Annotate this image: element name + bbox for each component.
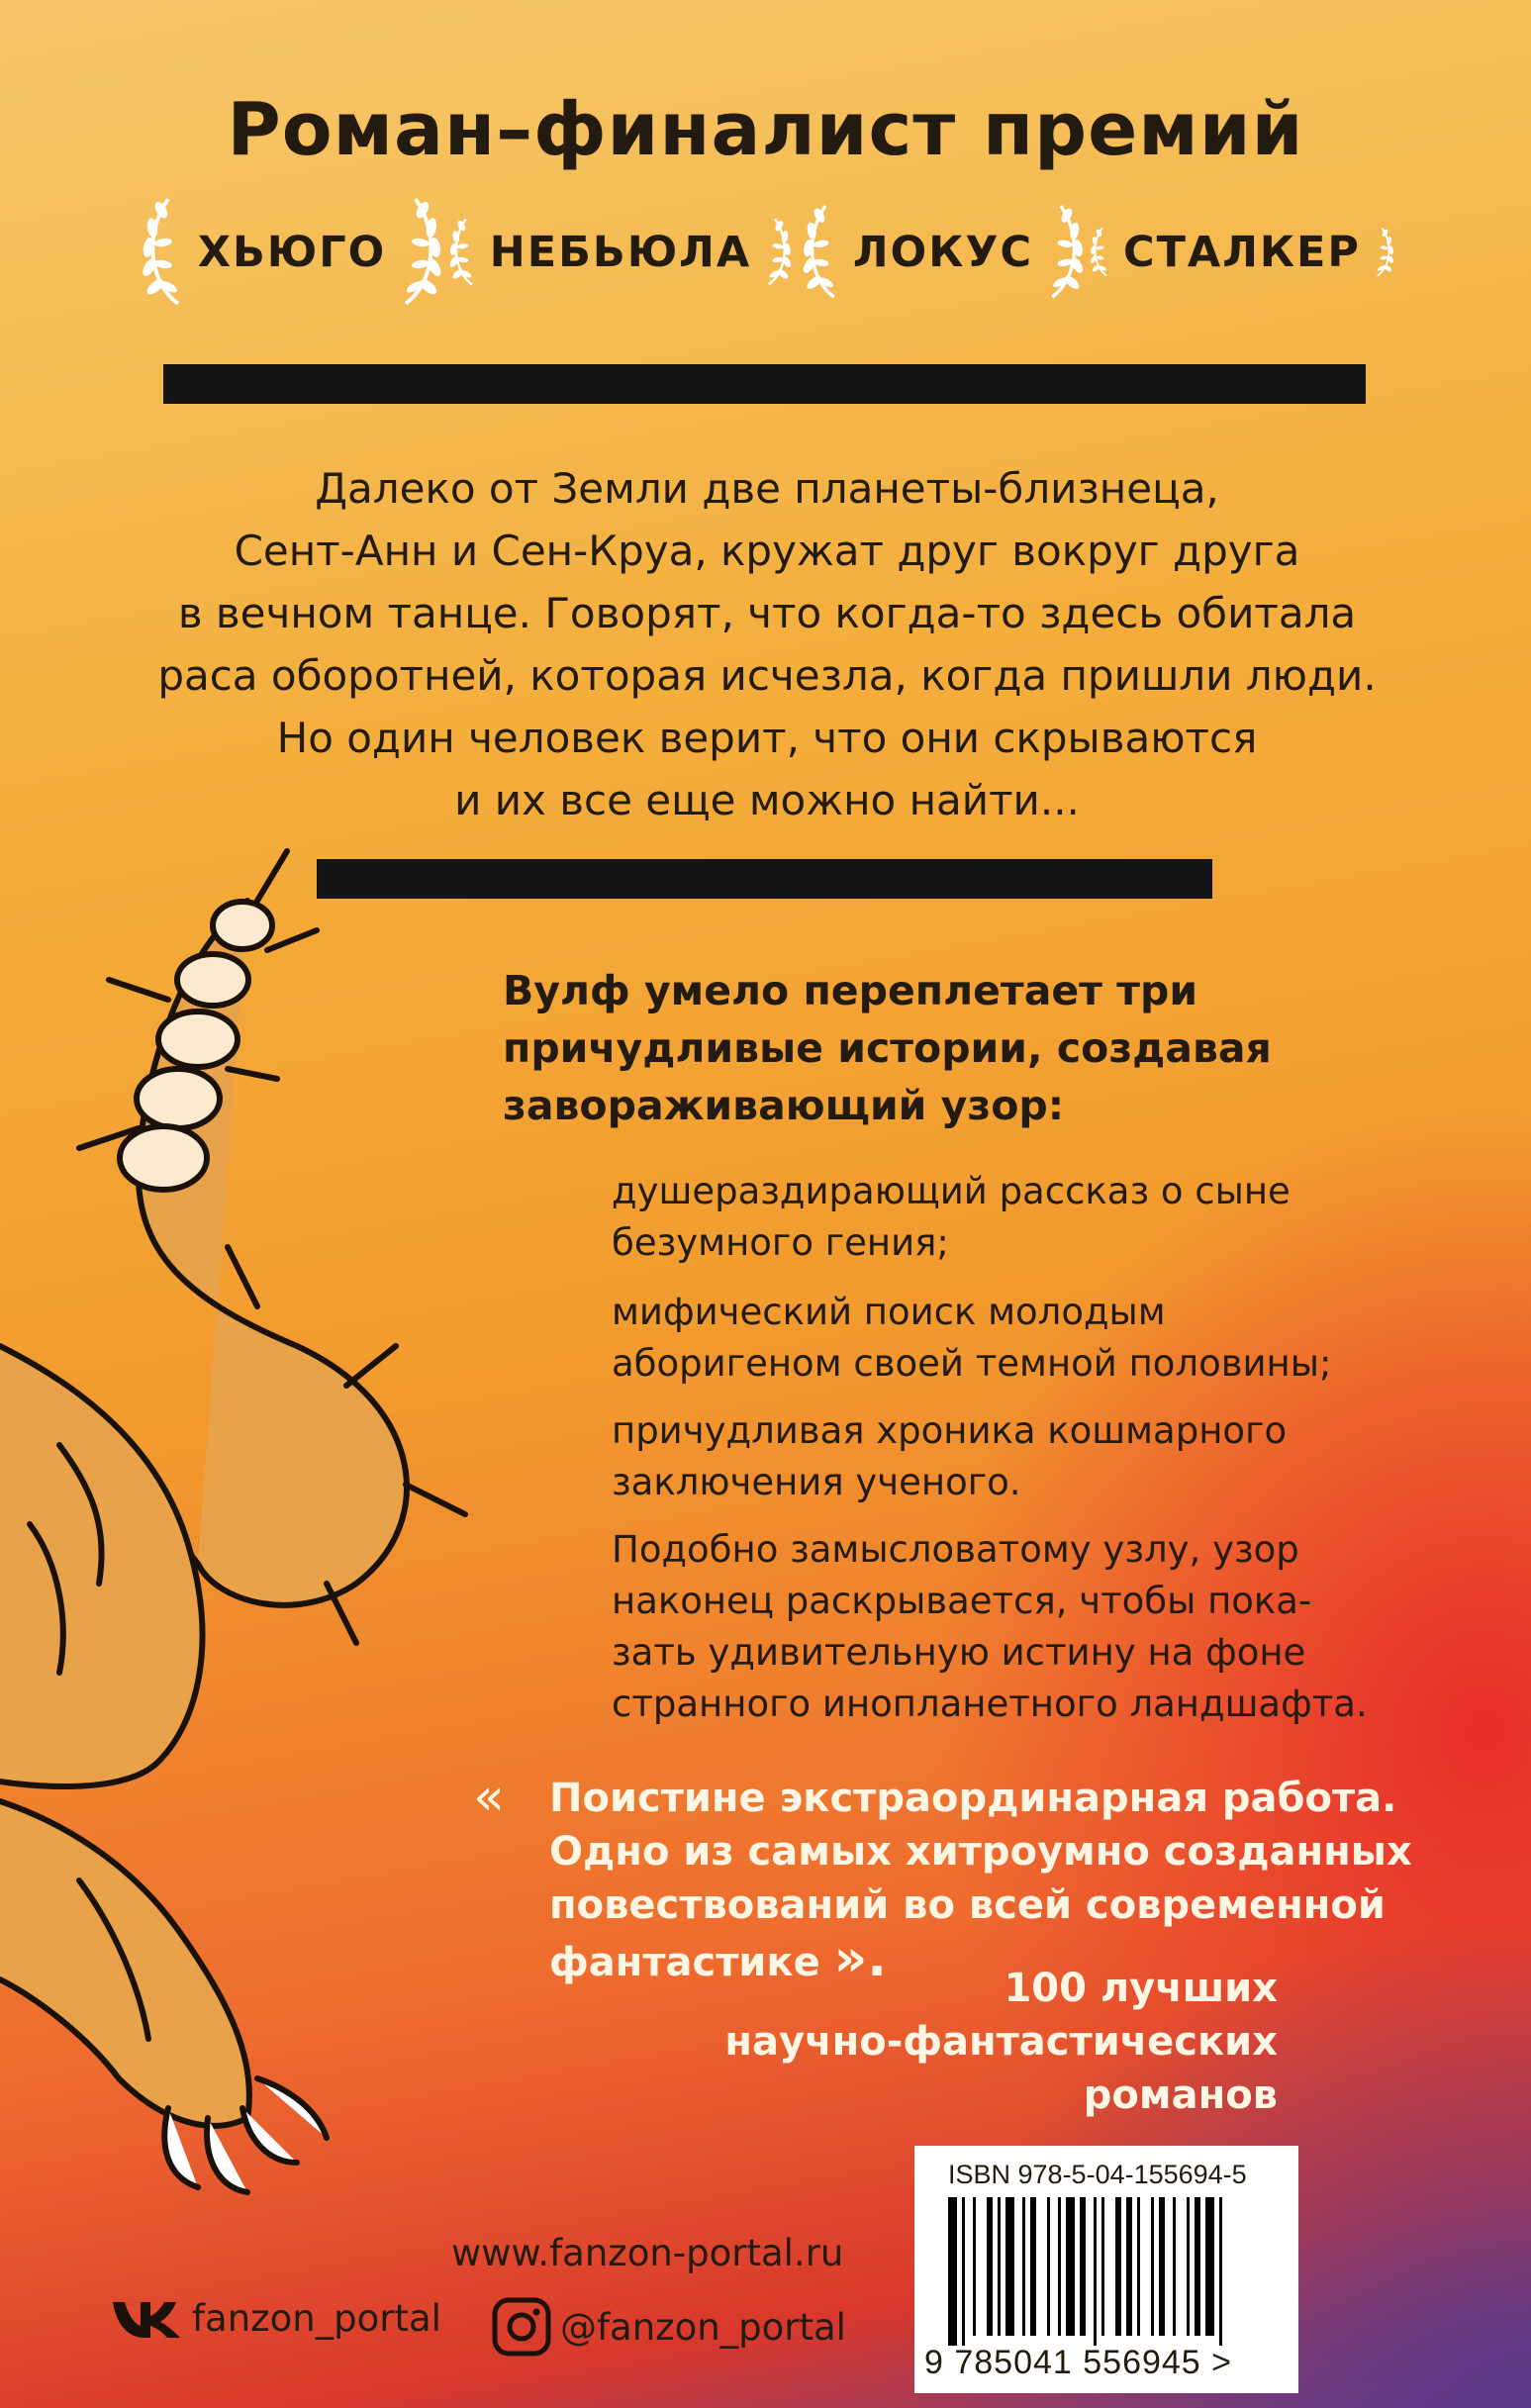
laurel-left-icon — [1089, 193, 1109, 312]
laurel-right-icon — [1375, 193, 1395, 312]
quote-line-end: фантастике — [549, 1940, 820, 1985]
barcode-bar — [1047, 2197, 1050, 2336]
vk-link[interactable] — [111, 2296, 441, 2340]
barcode-bar — [948, 2197, 957, 2346]
laurel-right-icon — [400, 193, 445, 312]
quote-close-mark: ». — [833, 1929, 887, 1988]
divider-top — [163, 364, 1366, 404]
barcode-bar — [1080, 2197, 1086, 2336]
barcode-bar — [1101, 2197, 1104, 2336]
story-item-1 — [612, 1166, 1463, 1269]
award-label: НЕБЬЮЛА — [489, 228, 752, 277]
item-line: причудливая хроника кошмарного — [612, 1409, 1288, 1452]
barcode-bar — [1173, 2197, 1176, 2336]
award-stalker — [1089, 193, 1395, 312]
award-hugo — [139, 193, 445, 312]
item-line: аборигеном своей темной половины; — [612, 1342, 1332, 1385]
barcode-bar — [1005, 2197, 1014, 2336]
barcode-bar — [1219, 2197, 1222, 2346]
lead-line: завораживающий узор: — [503, 1082, 1065, 1129]
intro-line: раса оборотней, которая исчезла, когда пришли люди. — [157, 651, 1377, 700]
barcode-bar — [1030, 2197, 1036, 2336]
summary-paragraph — [612, 1524, 1463, 1730]
instagram-handle: @fanzon_portal — [560, 2305, 846, 2349]
barcode-bar — [987, 2197, 993, 2336]
intro-line: в вечном танце. Говорят, что когда-то здесь обитала — [177, 589, 1357, 637]
barcode-bar — [1066, 2197, 1075, 2336]
website-link[interactable]: www.fanzon-portal.ru — [451, 2232, 844, 2274]
story-item-2 — [612, 1287, 1463, 1390]
award-locus — [800, 193, 1087, 312]
barcode-bar — [973, 2197, 976, 2336]
isbn-label: ISBN 978-5-04-155694-5 — [948, 2160, 1247, 2189]
barcode-bar — [1137, 2197, 1140, 2336]
item-line: душераздирающий рассказ о сыне — [612, 1170, 1291, 1212]
laurel-left-icon — [800, 193, 839, 312]
item-line: заключения ученого. — [612, 1461, 1021, 1503]
barcode-digits: 9 785041 556945 > — [924, 2344, 1233, 2381]
barcode-bar — [1159, 2197, 1165, 2336]
vk-handle: fanzon_portal — [192, 2296, 441, 2340]
item-line: Подобно замысловатому узлу, узор — [612, 1528, 1299, 1571]
intro-line: Далеко от Земли две планеты-близнеца, — [315, 464, 1219, 513]
barcode-bar — [1195, 2197, 1200, 2336]
quote-line: повествований во всей современной — [549, 1882, 1386, 1928]
barcode-bar — [1126, 2197, 1132, 2336]
source-line: научно-фантастических — [724, 2019, 1278, 2065]
quote-source — [585, 1962, 1278, 2122]
quote-line: Поистине экстраординарная работа. — [549, 1776, 1397, 1821]
barcode-bar — [962, 2197, 965, 2346]
laurel-right-icon — [1047, 193, 1087, 312]
quote-line: Одно из самых хитроумно созданных — [549, 1829, 1412, 1875]
item-line: мифический поиск молодым — [612, 1291, 1166, 1333]
intro-line: Но один человек верит, что они скрываются — [276, 714, 1258, 762]
instagram-link[interactable] — [491, 2296, 846, 2358]
intro-line: и их все еще можно найти... — [454, 776, 1080, 824]
award-label: ХЬЮГО — [197, 228, 387, 277]
intro-line: Сент-Анн и Сен-Круа, кружат друг вокруг друга — [234, 527, 1300, 575]
quote-open-mark: « — [473, 1768, 505, 1827]
page-title: Роман–финалист премий — [227, 87, 1304, 172]
barcode-icon — [948, 2197, 1263, 2346]
award-label: ЛОКУС — [852, 228, 1034, 277]
laurel-left-icon — [139, 193, 184, 312]
barcode-bar — [1022, 2197, 1025, 2336]
laurel-left-icon — [447, 193, 476, 312]
story-item-3 — [612, 1405, 1463, 1508]
lead-line: причудливые истории, создавая — [503, 1024, 1272, 1072]
source-line: романов — [1083, 2072, 1278, 2118]
source-line: 100 лучших — [1004, 1966, 1278, 2011]
barcode-bar — [1205, 2197, 1214, 2336]
barcode-bar — [1094, 2197, 1097, 2346]
review-quote — [549, 1772, 1420, 1989]
dragon-illustration — [0, 831, 554, 2217]
barcode-bar — [998, 2197, 1001, 2336]
laurel-right-icon — [765, 193, 794, 312]
barcode-bar — [1115, 2197, 1121, 2336]
barcode-bar — [1187, 2197, 1190, 2336]
award-nebula — [447, 193, 794, 312]
lead-paragraph — [503, 962, 1492, 1134]
item-line: странного инопланетного ландшафта. — [612, 1683, 1368, 1725]
item-line: наконец раскрывается, чтобы пока- — [612, 1580, 1312, 1622]
vk-icon — [111, 2296, 184, 2340]
item-line: зать удивительную истину на фоне — [612, 1631, 1306, 1674]
intro-paragraph — [139, 457, 1395, 831]
instagram-icon — [491, 2296, 552, 2358]
barcode-bar — [1151, 2197, 1154, 2336]
isbn-barcode-box — [914, 2146, 1298, 2393]
lead-line: Вулф умело переплетает три — [503, 967, 1198, 1014]
barcode-bar — [1058, 2197, 1061, 2336]
item-line: безумного гения; — [612, 1221, 949, 1264]
award-label: СТАЛКЕР — [1123, 228, 1361, 277]
